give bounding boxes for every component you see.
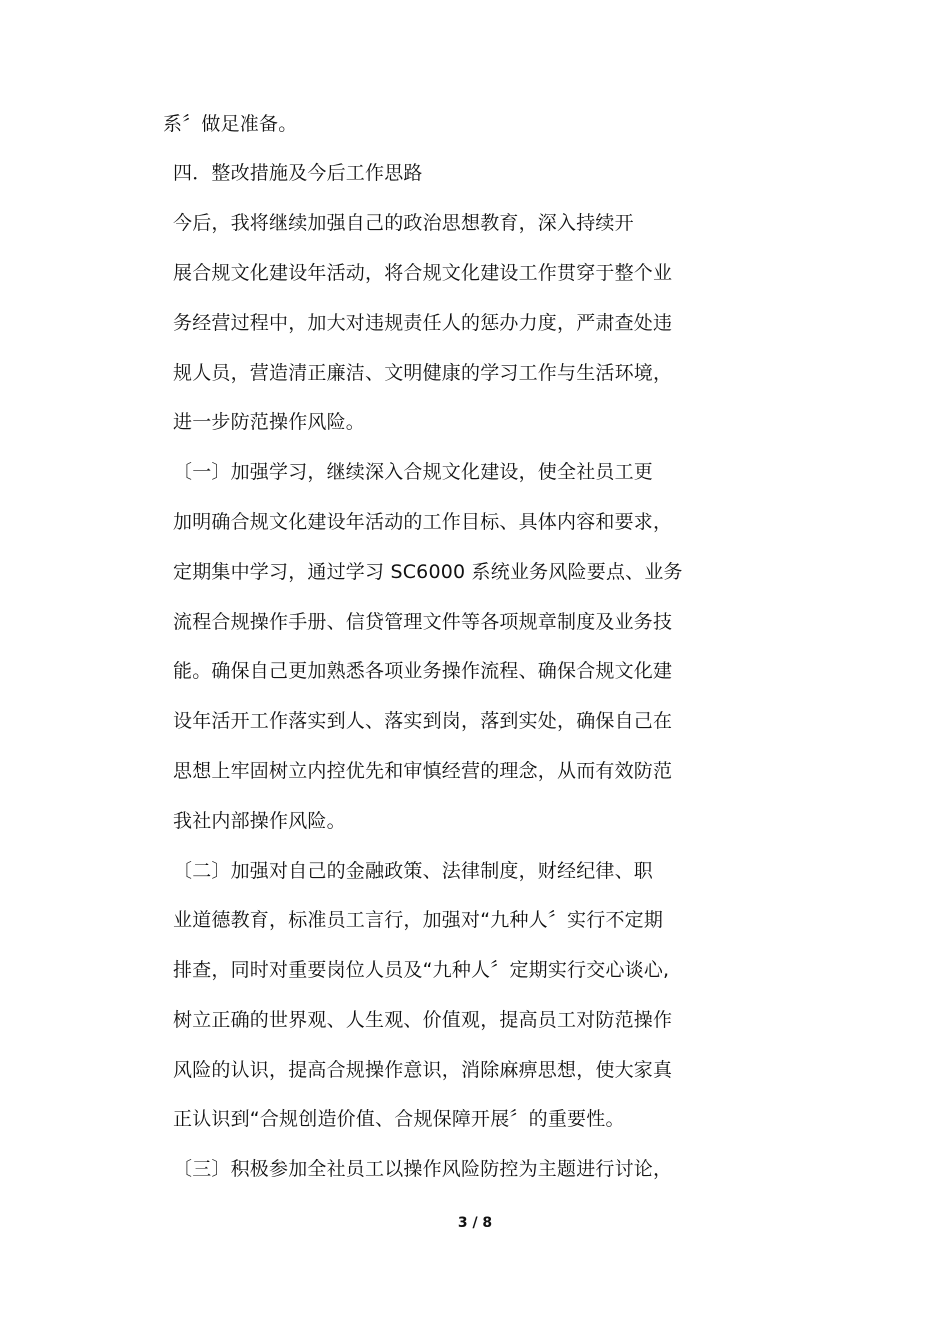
text-line: 我社内部操作风险。 xyxy=(173,810,346,832)
text-line: 设年活开工作落实到人、落实到岗，落到实处，确保自己在 xyxy=(173,710,673,732)
text-line: 系〞做足准备。 xyxy=(163,113,298,135)
text-line: 〔三〕积极参加全社员工以操作风险防控为主题进行讨论， xyxy=(173,1158,673,1180)
text-line: 正认识到“合规创造价值、合规保障开展〞的重要性。 xyxy=(173,1108,625,1130)
text-line: 务经营过程中，加大对违规责任人的惩办力度，严肃查处违 xyxy=(173,312,673,334)
text-line: 〔一〕加强学习，继续深入合规文化建设，使全社员工更 xyxy=(173,461,654,483)
text-line: 展合规文化建设年活动，将合规文化建设工作贯穿于整个业 xyxy=(173,262,673,284)
page-number: 3 / 8 xyxy=(457,1215,493,1231)
text-line: 〔二〕加强对自己的金融政策、法律制度，财经纪律、职 xyxy=(173,860,654,882)
text-line: 思想上牢固树立内控优先和审慎经营的理念，从而有效防范 xyxy=(173,760,673,782)
section-heading: 四．整改措施及今后工作思路 xyxy=(173,162,423,184)
text-line: 树立正确的世界观、人生观、价值观，提高员工对防范操作 xyxy=(173,1009,673,1031)
text-line: 定期集中学习，通过学习 SC6000 系统业务风险要点、业务 xyxy=(173,561,683,583)
text-line: 规人员，营造清正廉洁、文明健康的学习工作与生活环境， xyxy=(173,362,673,384)
text-line: 进一步防范操作风险。 xyxy=(173,411,366,433)
text-line: 能。确保自己更加熟悉各项业务操作流程、确保合规文化建 xyxy=(173,660,673,682)
text-line: 业道德教育，标准员工言行，加强对“九种人〞实行不定期 xyxy=(173,909,664,931)
text-line: 流程合规操作手册、信贷管理文件等各项规章制度及业务技 xyxy=(173,611,673,633)
text-line: 排查，同时对重要岗位人员及“九种人〞定期实行交心谈心, xyxy=(173,959,670,981)
text-line: 风险的认识，提高合规操作意识，消除麻痹思想，使大家真 xyxy=(173,1059,673,1081)
text-line: 今后，我将继续加强自己的政治思想教育，深入持续开 xyxy=(173,212,634,234)
text-line: 加明确合规文化建设年活动的工作目标、具体内容和要求， xyxy=(173,511,673,533)
